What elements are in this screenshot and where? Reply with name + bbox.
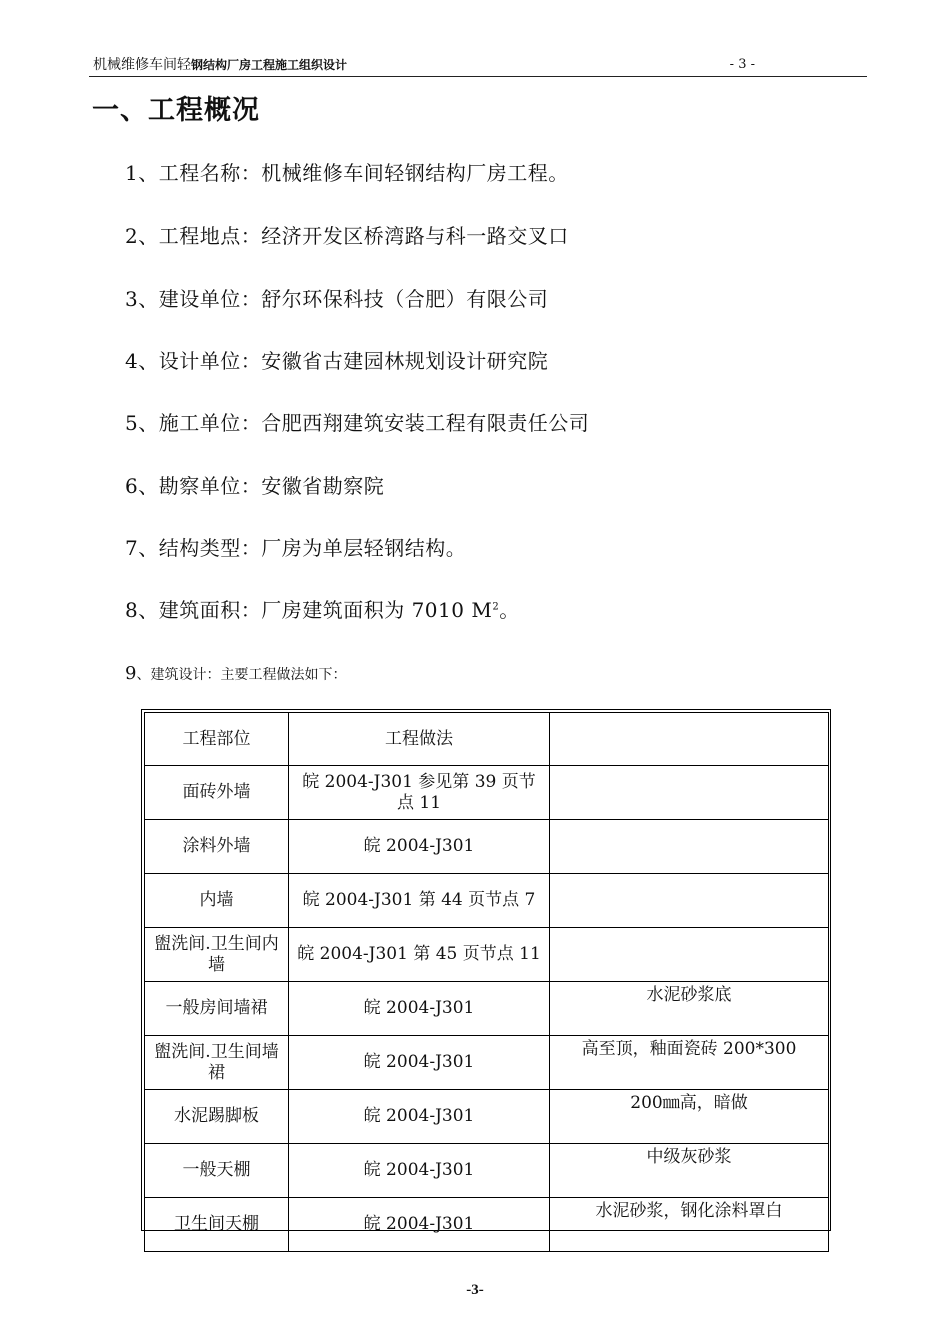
- building-area-suffix: 。: [499, 598, 520, 622]
- contractor-item: 5、施工单位：合肥西翔建筑安装工程有限责任公司: [125, 411, 590, 435]
- table-row: [145, 820, 829, 874]
- cell-note: 水泥砂浆，钢化涂料罩白: [550, 1198, 829, 1252]
- cell-part: 盥洗间.卫生间内墙: [145, 928, 289, 982]
- cell-part: 涂料外墙: [145, 820, 289, 874]
- section-title: 一、工程概况: [92, 95, 260, 126]
- table-row: [145, 1036, 829, 1090]
- project-location-item: 2、工程地点：经济开发区桥湾路与科一路交叉口: [125, 224, 569, 248]
- cell-note: [550, 874, 829, 928]
- table-header-row: [145, 713, 829, 766]
- cell-method: 皖 2004-J301 参见第 39 页节点 11: [289, 766, 550, 820]
- cell-method: 皖 2004-J301 第 44 页节点 7: [289, 874, 550, 928]
- header-title-bold: 钢结构厂房工程施工组织设计: [191, 58, 348, 72]
- table-row: [145, 766, 829, 820]
- page-footer-number: -3-: [466, 1282, 484, 1298]
- design-item-text: 、建筑设计：主要工程做法如下：: [136, 667, 347, 683]
- header-cell-note: [550, 713, 829, 766]
- cell-part: 内墙: [145, 874, 289, 928]
- construction-methods-table: [144, 712, 829, 1252]
- table-row: [145, 1090, 829, 1144]
- table-row: [145, 874, 829, 928]
- structure-type-item: 7、结构类型：厂房为单层轻钢结构。: [125, 536, 467, 560]
- cell-part: 一般房间墙裙: [145, 982, 289, 1036]
- owner-item: 3、建设单位：舒尔环保科技（合肥）有限公司: [125, 287, 549, 311]
- table-row: [145, 1144, 829, 1198]
- cell-note: 高至顶，釉面瓷砖 200*300: [550, 1036, 829, 1090]
- cell-method: 皖 2004-J301: [289, 1144, 550, 1198]
- area-unit-superscript: 2: [492, 601, 500, 613]
- building-area-item: [125, 597, 520, 623]
- cell-note: [550, 766, 829, 820]
- cell-part: 面砖外墙: [145, 766, 289, 820]
- header-title: [93, 55, 347, 75]
- page-header: [89, 54, 867, 77]
- cell-note: [550, 928, 829, 982]
- project-name-item: 1、工程名称：机械维修车间轻钢结构厂房工程。: [125, 161, 569, 185]
- cell-method: 皖 2004-J301: [289, 1198, 550, 1252]
- cell-method: 皖 2004-J301: [289, 820, 550, 874]
- designer-item: 4、设计单位：安徽省古建园林规划设计研究院: [125, 349, 549, 373]
- table-row: [145, 982, 829, 1036]
- cell-part: 卫生间天棚: [145, 1198, 289, 1252]
- cell-note: 水泥砂浆底: [550, 982, 829, 1036]
- cell-note: 200㎜高，暗做: [550, 1090, 829, 1144]
- table-row: [145, 928, 829, 982]
- cell-note: [550, 820, 829, 874]
- cell-method: 皖 2004-J301: [289, 1036, 550, 1090]
- construction-methods-table-frame: [141, 709, 831, 1234]
- header-page-number: - 3 -: [729, 57, 755, 72]
- cell-method: 皖 2004-J301: [289, 982, 550, 1036]
- header-title-normal: 机械维修车间轻: [93, 57, 191, 73]
- cell-note: 中级灰砂浆: [550, 1144, 829, 1198]
- cell-part: 一般天棚: [145, 1144, 289, 1198]
- architectural-design-item: [125, 663, 346, 686]
- table-row: [145, 1198, 829, 1252]
- cell-method: 皖 2004-J301: [289, 1090, 550, 1144]
- survey-item: 6、勘察单位：安徽省勘察院: [125, 474, 385, 498]
- cell-part: 盥洗间.卫生间墙裙: [145, 1036, 289, 1090]
- cell-method: 皖 2004-J301 第 45 页节点 11: [289, 928, 550, 982]
- cell-part: 水泥踢脚板: [145, 1090, 289, 1144]
- header-cell-method: 工程做法: [289, 713, 550, 766]
- design-item-number: 9: [125, 663, 137, 684]
- header-cell-part: 工程部位: [145, 713, 289, 766]
- building-area-text: 8、建筑面积：厂房建筑面积为 7010 M: [125, 598, 493, 622]
